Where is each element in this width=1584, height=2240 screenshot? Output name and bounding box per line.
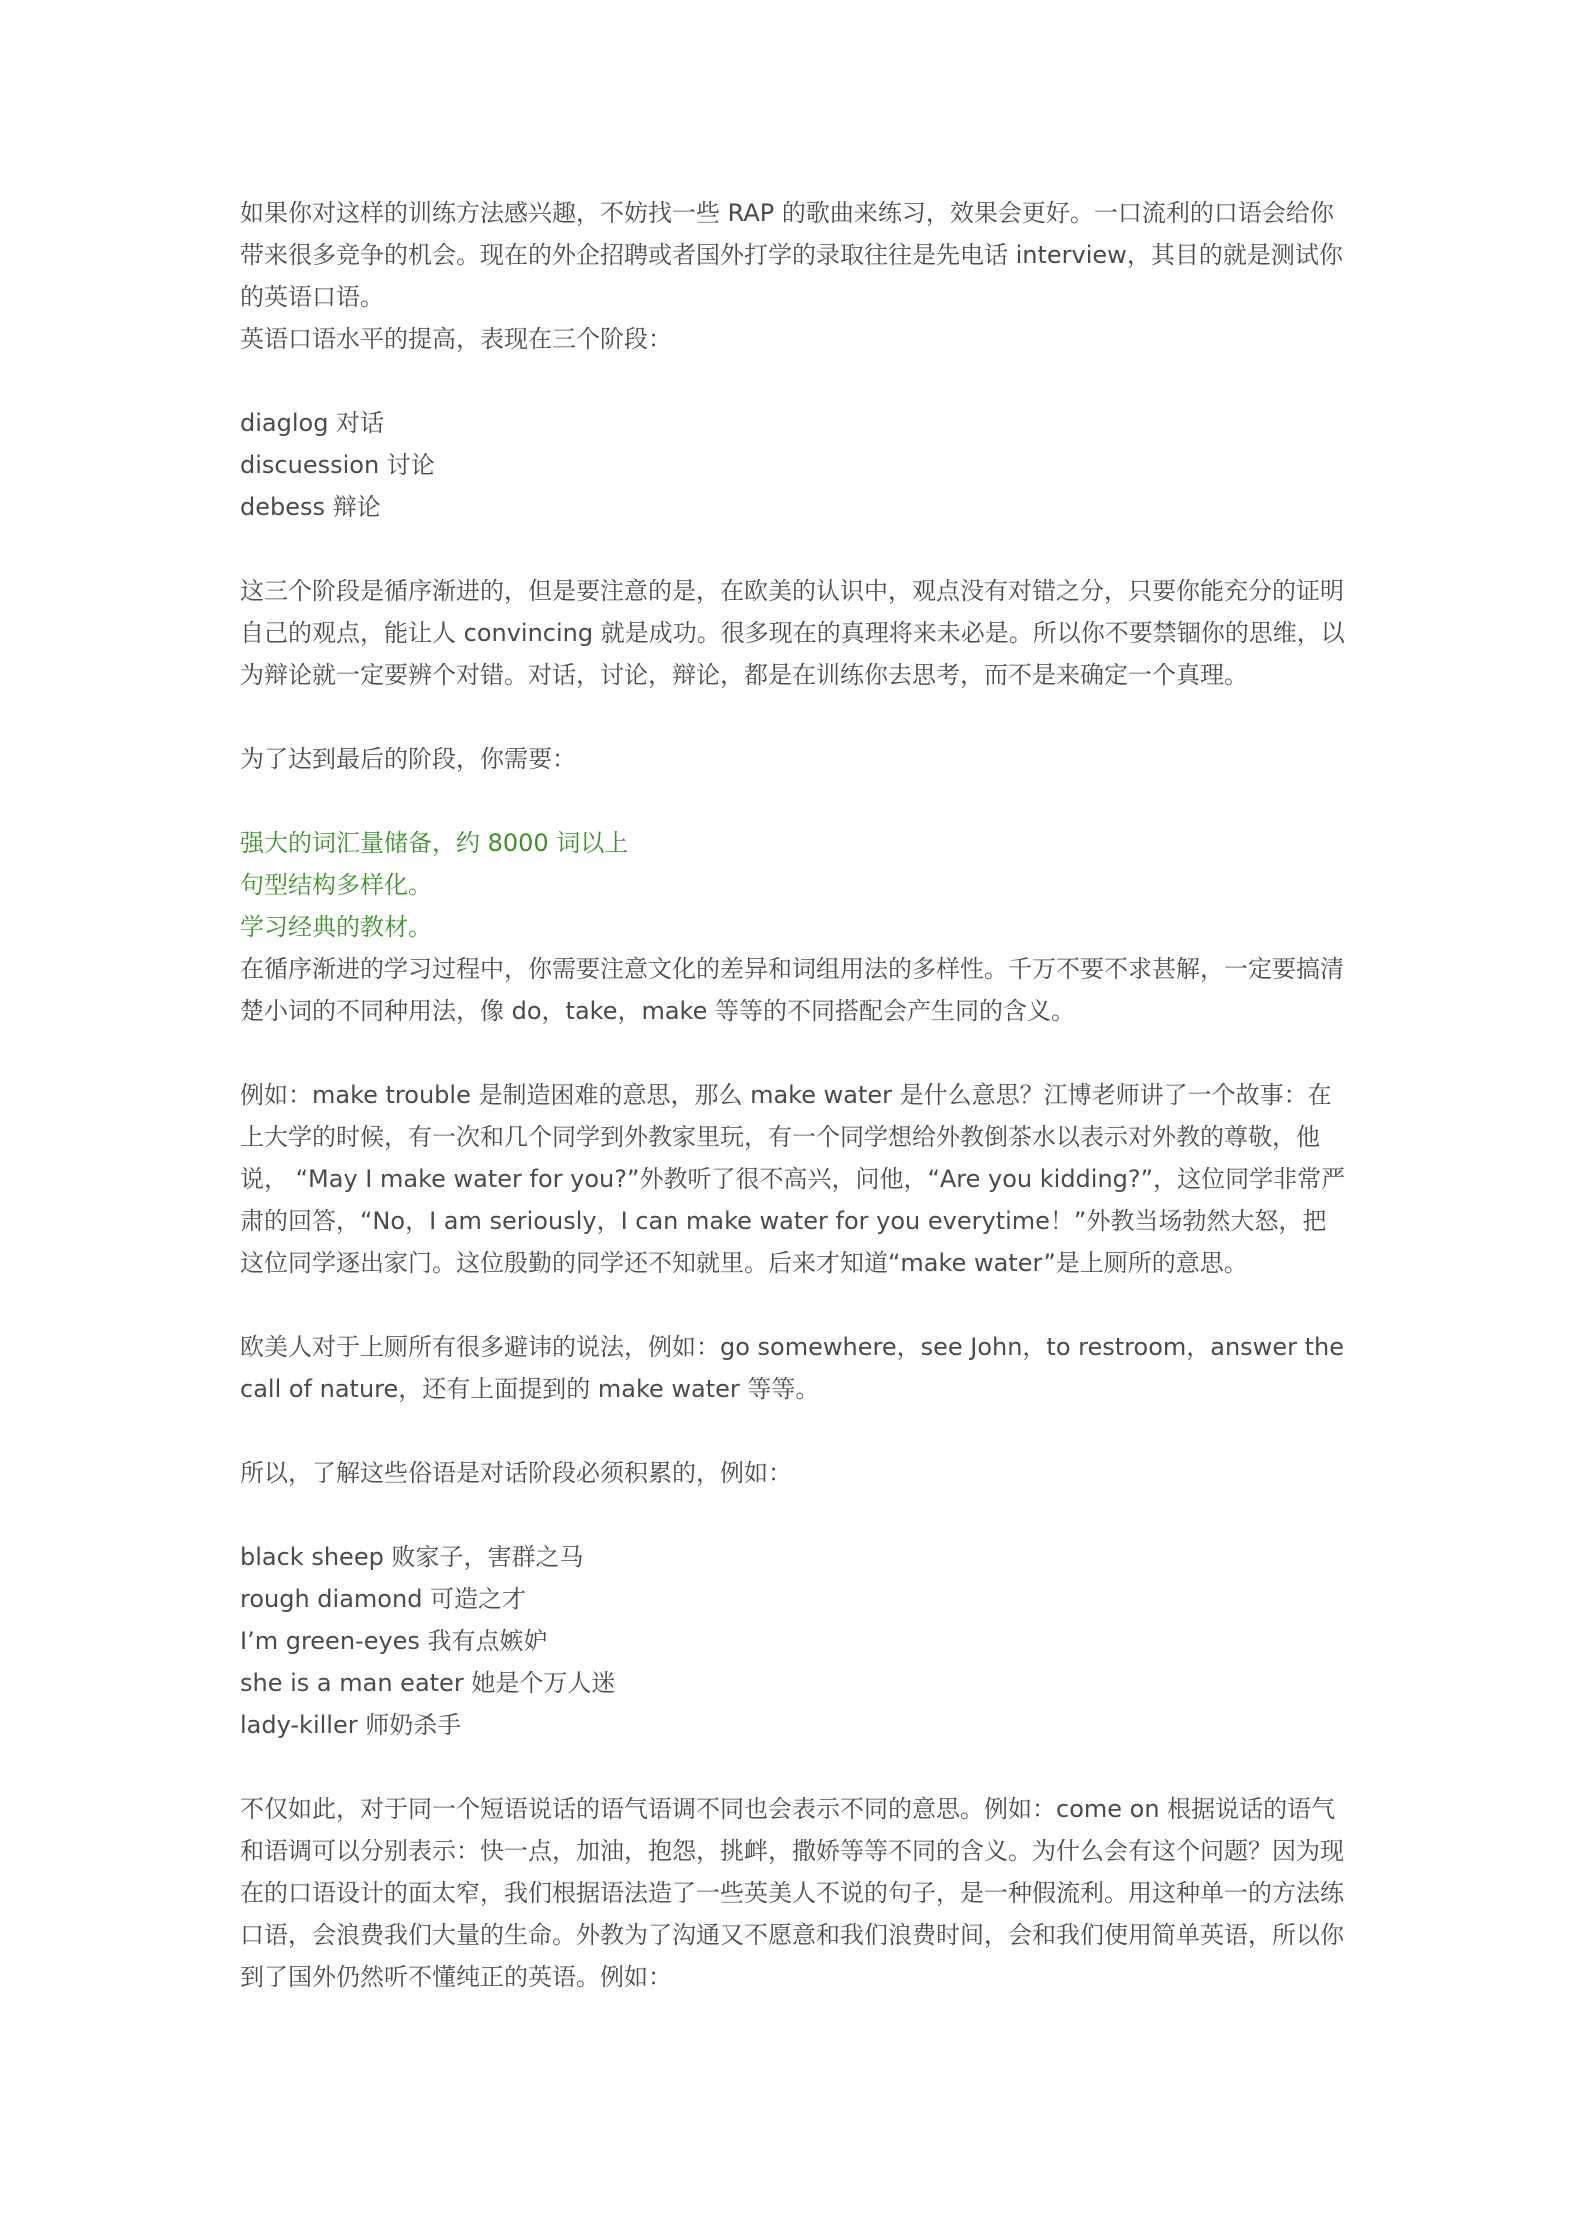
paragraph: 这三个阶段是循序渐进的，但是要注意的是，在欧美的认识中，观点没有对错之分，只要你能充分的证明自己的观点，能让人 convincing 就是成功。很多现在的真理将来未必是。所以你不要禁锢你的思维，以为辩论就一定要辨个对错。对话，讨论，辩论，都是在训练你去思考，而不是来确定一个真理。 [240,577,1345,689]
paragraph-spacer [240,780,1350,822]
text-line: I’m green-eyes 我有点嫉妒 [240,1627,548,1655]
text-line: 所以，了解这些俗语是对话阶段必须积累的，例如： [240,1459,792,1487]
paragraph: 如果你对这样的训练方法感兴趣，不妨找一些 RAP 的歌曲来练习，效果会更好。一口流利的口语会给你带来很多竞争的机会。现在的外企招聘或者国外打学的录取往往是先电话 interview，其目的就是测试你的英语口语。 [240,199,1343,311]
paragraph-spacer [240,528,1350,570]
paragraph: 不仅如此，对于同一个短语说话的语气语调不同也会表示不同的意思。例如：come on 根据说话的语气和语调可以分别表示：快一点，加油，抱怨，挑衅，撒娇等等不同的含义。为什么会有这个问题？因为现在的口语设计的面太窄，我们根据语法造了一些英美人不说的句子，是一种假流利。用这种单一的方法练口语，会浪费我们大量的生命。外教为了沟通又不愿意和我们浪费时间，会和我们使用简单英语，所以你到了国外仍然听不懂纯正的英语。例如： [240,1795,1344,1991]
text-line: 强大的词汇量储备，约 8000 词以上 [240,829,629,857]
paragraph: 例如：make trouble 是制造困难的意思，那么 make water 是什么意思？江博老师讲了一个故事：在上大学的时候，有一次和几个同学到外教家里玩，有一个同学想给外教倒茶水以表示对外教的尊敬，他说， “May I make water for you?”外教听了很不高兴，问他，“Are you kidding?”，这位同学非常严肃的回答，“No，I am seriously，I can make water for you everytime！”外教当场勃然大怒，把这位同学逐出家门。这位殷勤的同学还不知就里。后来才知道“make water”是上厕所的意思。 [240,1081,1346,1277]
text-line: debess 辩论 [240,493,381,521]
text-line: lady-killer 师奶杀手 [240,1711,462,1739]
paragraph-spacer [240,696,1350,738]
text-line: 为了达到最后的阶段，你需要： [240,745,576,773]
paragraph-spacer [240,1284,1350,1326]
paragraph-spacer [240,1032,1350,1074]
paragraph: 欧美人对于上厕所有很多避讳的说法，例如：go somewhere，see John，to restroom，answer the call of nature，还有上面提到的 make water 等等。 [240,1333,1344,1403]
paragraph-spacer [240,360,1350,402]
text-line: black sheep 败家子，害群之马 [240,1543,584,1571]
text-line: she is a man eater 她是个万人迷 [240,1669,616,1697]
text-line: diaglog 对话 [240,409,385,437]
text-line: 英语口语水平的提高，表现在三个阶段： [240,325,672,353]
paragraph-spacer [240,1494,1350,1536]
text-line: 句型结构多样化。 [240,871,432,899]
text-line: 学习经典的教材。 [240,913,432,941]
text-line: rough diamond 可造之才 [240,1585,527,1613]
paragraph-spacer [240,1410,1350,1452]
text-line: discuession 讨论 [240,451,435,479]
document-page [240,192,1350,1998]
paragraph-spacer [240,1746,1350,1788]
paragraph: 在循序渐进的学习过程中，你需要注意文化的差异和词组用法的多样性。千万不要不求甚解，一定要搞清楚小词的不同种用法，像 do，take，make 等等的不同搭配会产生同的含义。 [240,955,1344,1025]
